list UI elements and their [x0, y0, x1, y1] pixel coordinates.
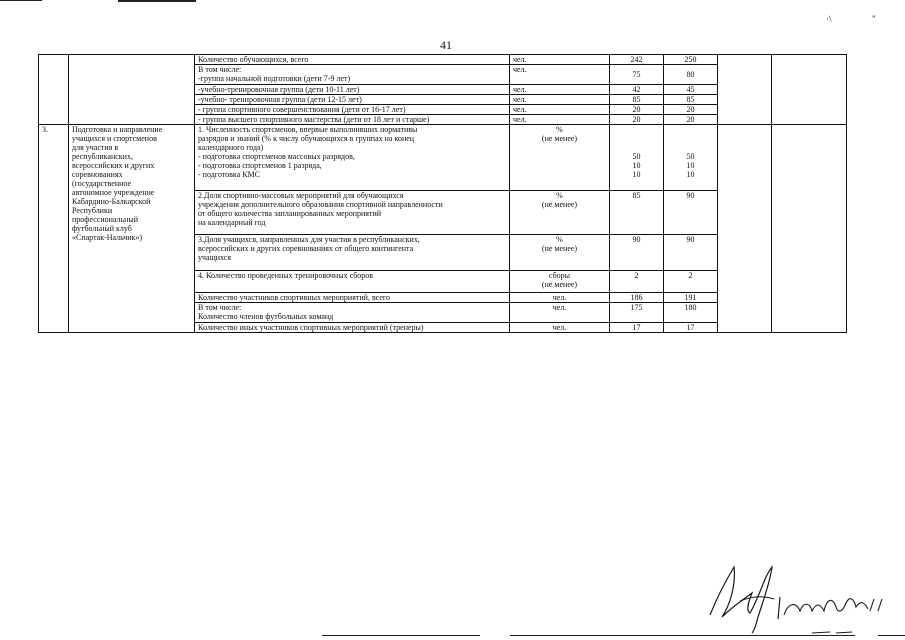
section-title-line: автономное учреждение	[72, 188, 155, 197]
section-title-line: всероссийских и других	[72, 161, 155, 170]
value-cell	[664, 125, 718, 191]
value-cell: 20	[664, 105, 718, 115]
indicator-line: - подготовка спортсменов массовых разрядов,	[198, 152, 355, 161]
indicator-cell	[195, 125, 510, 191]
handwritten-signature	[700, 555, 890, 635]
value-cell	[610, 125, 664, 191]
value-cell: 20	[610, 105, 664, 115]
value-cell: 85	[610, 191, 664, 235]
section-title-line: Подготовка и направление	[72, 125, 163, 134]
unit-line: (не менее)	[541, 244, 578, 253]
unit-line: %	[556, 125, 563, 134]
indicator-line: всероссийских и других соревнованиях от общего контингента	[198, 244, 414, 253]
indicator-line: - подготовка КМС	[198, 170, 261, 179]
section-title-line: учащихся и спортсменов	[72, 134, 157, 143]
value-cell: 80	[664, 65, 718, 85]
unit-line: (не менее)	[541, 200, 578, 209]
value-line: 10	[632, 170, 641, 179]
indicator-cell: - группа высшего спортивного мастерства (дети от 18 лет и старше)	[195, 115, 510, 125]
section-title-line: соревнованиях	[72, 170, 123, 179]
value-line	[613, 134, 660, 143]
value-line: 50	[632, 152, 641, 161]
table-row	[39, 125, 847, 191]
unit-cell	[510, 191, 610, 235]
indicator-line: учреждения дополнительного образования спортивной направленности	[198, 200, 443, 209]
unit-cell	[510, 125, 610, 191]
value-cell: 17	[664, 323, 718, 333]
value-line	[613, 143, 660, 152]
indicator-line: учащихся	[198, 253, 232, 262]
table-row	[39, 55, 847, 65]
unit-line: %	[556, 235, 563, 244]
footer-rule	[510, 635, 855, 636]
value-cell: 191	[664, 293, 718, 303]
indicator-line: - подготовка спортсменов 1 разряда,	[198, 161, 322, 170]
value-cell: 85	[610, 95, 664, 105]
indicator-cell: Количество участников спортивных мероприятий, всего	[195, 293, 510, 303]
value-cell: 75	[610, 65, 664, 85]
footer-rule	[878, 635, 905, 636]
indicator-line: от общего количества запланированных мероприятий	[198, 209, 382, 218]
indicator-cell: Количество иных участников спортивных мероприятий (тренеры)	[195, 323, 510, 333]
value-line: 10	[686, 170, 695, 179]
section-title-line: Кабардино-Балкарской	[72, 197, 151, 206]
value-cell: 242	[610, 55, 664, 65]
unit-line: %	[556, 191, 563, 200]
value-cell: 42	[610, 85, 664, 95]
corner-mark: ·\	[826, 14, 832, 24]
value-line	[613, 125, 660, 134]
section-title-line: «Спартак-Нальчик»)	[72, 233, 143, 242]
number-cell	[39, 55, 69, 125]
unit-line: (не менее)	[541, 134, 578, 143]
unit-line: (не менее)	[541, 280, 578, 289]
unit-cell: чел.	[510, 303, 610, 323]
section-title-line: профессиональный	[72, 215, 139, 224]
section-title-line: Республики	[72, 206, 113, 215]
value-line	[667, 134, 714, 143]
indicator-cell: Количество обучающихся, всего	[195, 55, 510, 65]
empty-cell	[772, 125, 847, 333]
empty-cell	[772, 55, 847, 125]
value-line	[667, 143, 714, 152]
unit-cell: чел.	[510, 323, 610, 333]
value-line: 10	[686, 161, 695, 170]
indicator-cell: 4. Количество проведенных тренировочных сборов	[195, 271, 510, 293]
value-cell: 175	[610, 303, 664, 323]
unit-cell	[510, 271, 610, 293]
value-cell: 45	[664, 85, 718, 95]
indicator-cell	[195, 191, 510, 235]
indicator-line: -группа начальной подготовки (дети 7-9 лет)	[198, 74, 351, 83]
indicator-line: В том числе:	[198, 303, 242, 312]
unit-cell: чел.	[510, 65, 610, 85]
section-title-line: (государственное	[72, 179, 132, 188]
unit-cell: чел.	[510, 85, 610, 95]
value-cell: 90	[610, 235, 664, 271]
indicator-line: на календарный год	[198, 218, 266, 227]
value-line	[667, 125, 714, 134]
indicator-line: разрядов и званий (% к числу обучающихся в группах на конец	[198, 134, 415, 143]
scan-artifact-line	[118, 0, 196, 2]
value-line: 50	[686, 152, 695, 161]
value-line: 10	[632, 161, 641, 170]
value-cell: 90	[664, 235, 718, 271]
indicator-line: календарного года)	[198, 143, 264, 152]
unit-cell: чел.	[510, 55, 610, 65]
indicator-cell: -учебно-тренировочная группа (дети 10-11 лет)	[195, 85, 510, 95]
indicator-line: В том числе:	[198, 65, 242, 74]
unit-cell: чел.	[510, 105, 610, 115]
value-cell: 17	[610, 323, 664, 333]
scan-artifact-line	[0, 0, 42, 1]
empty-cell	[718, 125, 772, 333]
footer-rule	[322, 635, 480, 636]
value-cell: 2	[610, 271, 664, 293]
indicator-cell	[195, 303, 510, 323]
value-cell: 85	[664, 95, 718, 105]
unit-line: сборы	[548, 271, 571, 280]
section-cell	[69, 55, 195, 125]
indicator-cell	[195, 65, 510, 85]
unit-cell	[510, 235, 610, 271]
value-cell: 2	[664, 271, 718, 293]
section-title-line: футбольный клуб	[72, 224, 132, 233]
indicator-line: Количество членов футбольных команд	[198, 312, 334, 321]
indicators-table	[38, 54, 847, 333]
value-cell: 180	[664, 303, 718, 323]
section-title-line: для участия в	[72, 143, 119, 152]
unit-cell: чел.	[510, 95, 610, 105]
unit-cell: чел.	[510, 293, 610, 303]
indicator-line: 3.Доля учащихся, направленных для участия в республиканских,	[198, 235, 420, 244]
section-title	[69, 125, 195, 333]
value-cell: 20	[664, 115, 718, 125]
indicator-cell	[195, 235, 510, 271]
indicator-cell: -учебно- тренировочная группа (дети 12-15 лет)	[195, 95, 510, 105]
section-number: 3.	[39, 125, 69, 333]
indicator-line: 1. Численность спортсменов, впервые выполнивших нормативы	[198, 125, 418, 134]
page-number: 41	[440, 38, 452, 52]
section-title-line: республиканских,	[72, 152, 133, 161]
empty-cell	[718, 55, 772, 125]
indicator-cell: - группа спортивного совершенствования (дети от 16-17 лет)	[195, 105, 510, 115]
corner-mark: "	[872, 14, 876, 24]
value-cell: 90	[664, 191, 718, 235]
value-cell: 20	[610, 115, 664, 125]
value-cell: 250	[664, 55, 718, 65]
indicator-line: 2.Доля спортивно-массовых мероприятий для обучающихся	[198, 191, 404, 200]
value-cell: 186	[610, 293, 664, 303]
unit-cell: чел.	[510, 115, 610, 125]
